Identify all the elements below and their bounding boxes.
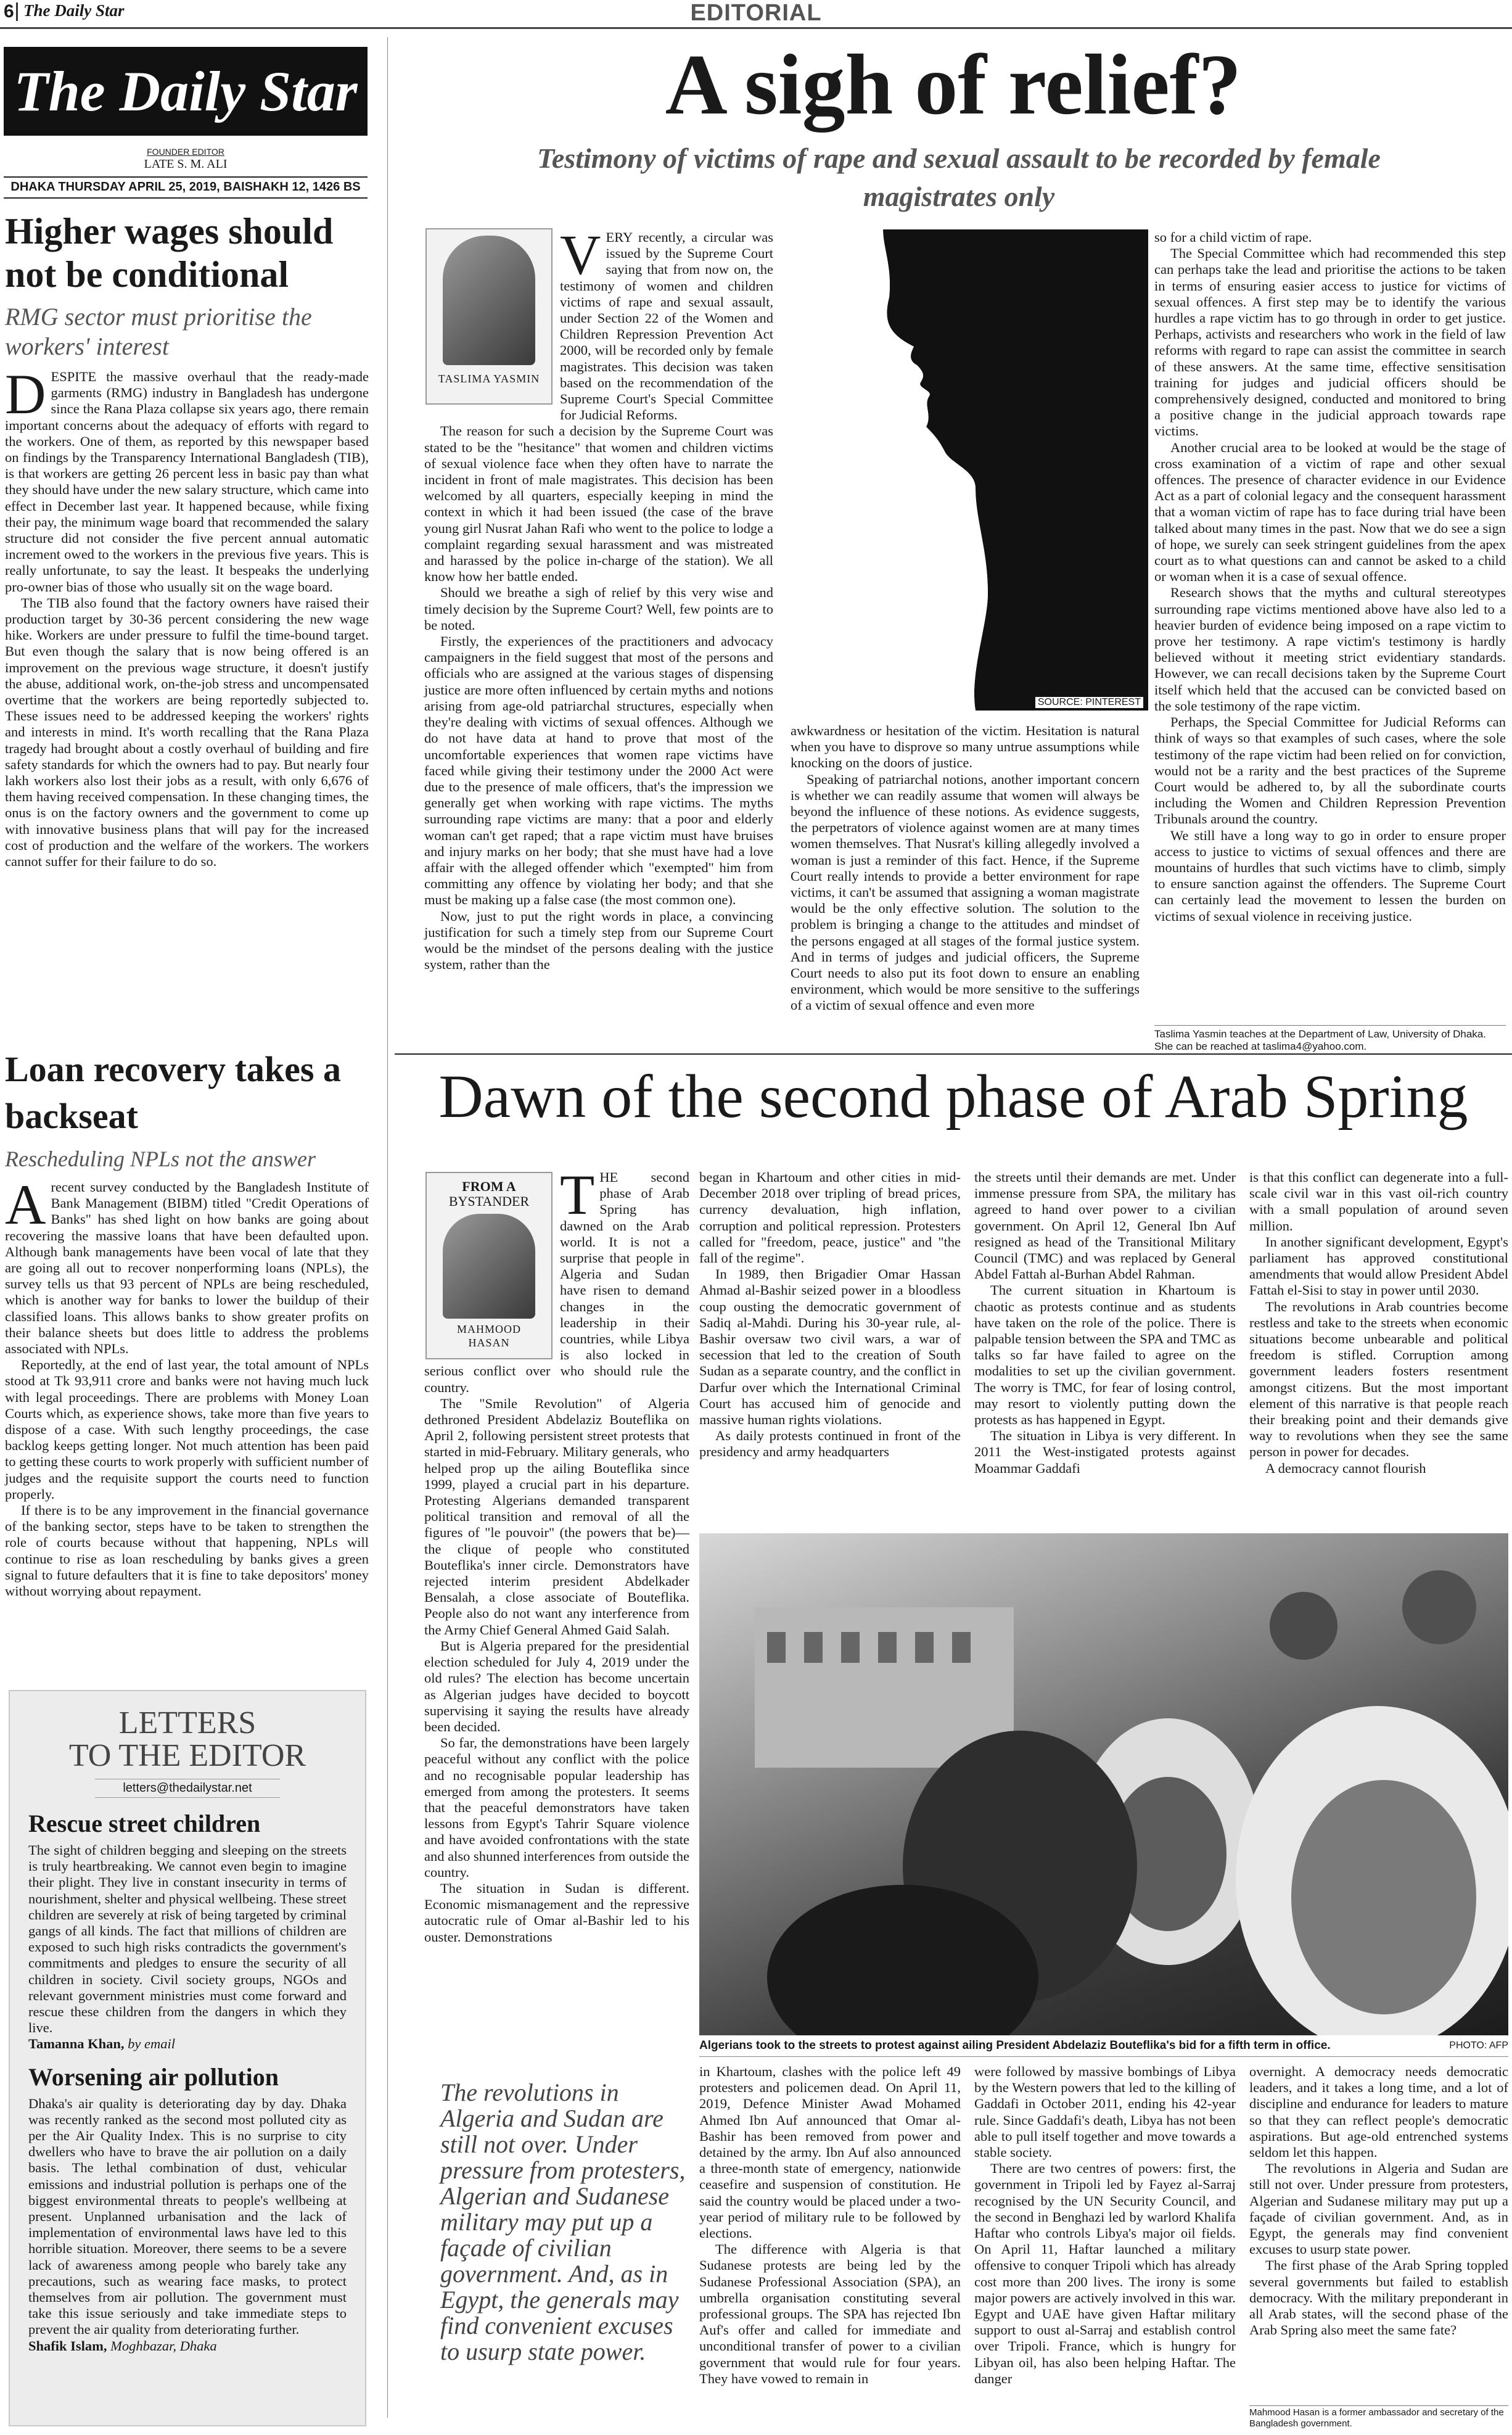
paragraph: ESPITE the massive overhaul that the ready-made garments (RMG) industry in Bangladesh has undergone since the Rana Plaza collapse six years ago, there remain important concerns about the adequacy of efforts with regard to the workers. One of them, as reported by this newspaper based on findings by the Transparency International Bangladesh (TIB), is that workers are getting 26 percent less in basic pay than what they should have under the new salary structure, which came into effect in December last year. It happened because, while fixing their pay, the minimum wage board that recommended the salary structure did not consider the five percent annual automatic increment owed to the workers in the previous five years. This is really unfortunate, to say the least. It bespeaks the underlying pro-owner bias of those who usually sit on the wage board. — [5, 369, 369, 595]
article-column — [791, 723, 1140, 1014]
paragraph: The difference with Algeria is that Sudanese protests are being led by the Sudanese Professional Association (SPA), an umbrella organisation constituting several professional groups. The SPA has rejected Ibn Auf's offer and called for immediate and unconditional transfer of power to a civilian government that would rule for four years. They have vowed to remain in — [699, 2241, 961, 2386]
paragraph: The situation in Libya is very different. In 2011 the West-instigated protests against Moammar Gaddafi — [974, 1428, 1236, 1476]
paragraph: so for a child victim of rape. — [1154, 229, 1312, 245]
paragraph: The first phase of the Arab Spring toppled several governments but failed to establish democracy. With the military preponderant in all Arab states, will the second phase of the Arab Spring also meet the same fate? — [1249, 2257, 1508, 2338]
article-column — [699, 2064, 961, 2387]
editorial-title: Higher wages should not be conditional — [5, 211, 334, 295]
masthead-logo-box — [4, 47, 368, 136]
silhouette-illustration — [791, 229, 1148, 711]
author-bio: Mahmood Hasan is a former ambassador and secretary of the Bangladesh government. — [1249, 2405, 1508, 2429]
photo-credit: PHOTO: AFP — [1449, 2040, 1508, 2051]
paragraph: We still have a long way to go in order to ensure proper access to justice to victims of sexual offences and there are mountains of hurdles that such victims have to climb, simply to ensure sanction against the offenders. The Supreme Court can certainly lead the movement to lessen the burden on victims of sexual violence in receiving justice. — [1154, 827, 1506, 924]
photo-caption: Algerians took to the streets to protest against ailing President Abdelaziz Bouteflika's bid for a fifth term in office. — [699, 2039, 1331, 2052]
caption-rule — [699, 2056, 1508, 2057]
article-subtitle: Testimony of victims of rape and sexual assault to be recorded by female magistrates only — [537, 142, 1381, 212]
paragraph: Perhaps, the Special Committee for Judicial Reforms can think of ways so that examples of such cases, where the sole testimony of the rape victim had been relied on for conviction, would not be a rarity and the best practices of the Supreme Court would be adhered to, by all the subordinate courts including the Women and Children Repression Prevention Tribunals around the country. — [1154, 714, 1506, 827]
paragraph: Research shows that the myths and cultural stereotypes surrounding rape victims mentioned above have also led to a heavier burden of evidence being imposed on a rape victim to prove her testimony. A rape victim's testimony is hardly believed without it meeting strict evidentiary standards. However, we can recall decisions taken by the Supreme Court itself which held that the accused can be convicted based on the sole testimony of the rape victim. — [1154, 585, 1506, 714]
founder-label: FOUNDER EDITOR — [147, 147, 224, 157]
protest-photo — [699, 1533, 1508, 2035]
author-bio: Taslima Yasmin teaches at the Department of Law, University of Dhaka. She can be reached at taslima4@yahoo.com. — [1154, 1025, 1506, 1053]
letters-box — [9, 1690, 366, 2426]
editorial-subtitle: Rescheduling NPLs not the answer — [5, 1147, 316, 1171]
paragraph: HE second phase of Arab Spring has dawned on the Arab world. It is not a surprise that people in Algeria and Sudan have risen to demand changes in the leadership in their countries, while Libya is also locked in serious conflict over who should rule the country. — [424, 1169, 689, 1395]
letter-title: Worsening air pollution — [28, 2062, 279, 2091]
column-rule — [387, 37, 388, 2418]
author-box-spacer — [424, 229, 560, 408]
letter-title: Rescue street children — [28, 1810, 261, 1837]
column-label: BYSTANDER — [448, 1193, 530, 1209]
small-logo: The Daily Star — [23, 1, 125, 20]
paragraph: Now, just to put the right words in place, a convincing justification for such a timely step from our Supreme Court would be the mindset of the persons dealing with the justice system, rather than the — [424, 908, 773, 973]
letters-header: TO THE EDITOR — [68, 1738, 306, 1773]
dateline-rule-top — [4, 176, 368, 178]
image-source: SOURCE: PINTEREST — [1035, 697, 1143, 708]
article-column — [974, 1169, 1236, 1477]
paragraph: in Khartoum, clashes with the police left 49 protesters and policemen dead. On April 11, 2019, Defence Minister Awad Mohamed Ahmed Ibn Auf announced that Omar al-Bashir has been removed from power and detained by the army. Ibn Auf also announced a three-month state of emergency, nationwide ceasefire and suspension of constitution. He said the country would be placed under a two-year period of military rule to be followed by elections. — [699, 2064, 961, 2241]
paragraph: The reason for such a decision by the Supreme Court was stated to be the "hesitance" that women and children victims of sexual violence face when they often have to narrate the incident in front of male magistrates. This decision has been welcomed by all quarters, especially keeping in mind the context in which it had been issued (the case of the brave young girl Nusrat Jahan Rafi who went to the police to lodge a complaint regarding sexual harassment and was mistreated and harassed by the police in-charge of the station). We all know how her battle ended. — [424, 423, 773, 585]
section-rule — [395, 1053, 1512, 1055]
author-name: HASAN — [468, 1337, 510, 1349]
article-column — [424, 223, 773, 973]
dropcap: D — [5, 363, 46, 426]
paragraph: In 1989, then Brigadier Omar Hassan Ahmad al-Bashir seized power in a bloodless coup ousting the democratic government of Sadiq al-Mahdi. During his 30-year rule, al-Bashir oversaw two civil wars, a war of secession that led to the creation of South Sudan as a separate country, and the conflict in Darfur over which the International Criminal Court has accused him of genocide and massive human rights violations. — [699, 1266, 961, 1428]
article-column — [1154, 229, 1506, 925]
paragraph: recent survey conducted by the Bangladesh Institute of Bank Management (BIBM) titled "Credit Operations of Banks" has shed light on how banks are going about recovering the massive loans that have been defaulted upon. Although bank managements have been vocal of late that they are going all out to recover nonperforming loans (NPLs), the survey tells us that 93 percent of NPLs are being rescheduled, which is another way for banks to lower the buildup of their classified loans. This allows banks to show greater profits on their balance sheets but does little to address the problems associated with NPLs. — [5, 1179, 369, 1357]
article-column — [424, 1163, 689, 1945]
dropcap: T — [560, 1163, 595, 1226]
article-column — [699, 1169, 961, 1461]
masthead-logo: The Daily Star — [14, 60, 358, 123]
letters-email[interactable]: letters@thedailystar.net — [95, 1779, 280, 1798]
dateline-rule-bottom — [4, 197, 368, 199]
paragraph: awkwardness or hesitation of the victim. Hesitation is natural when you have to disprove so many untrue assumptions while knocking on the doors of justice. — [791, 723, 1140, 771]
paragraph: Should we breathe a sigh of relief by this very wise and timely decision by the Supreme Court? Well, few points are to be noted. — [424, 585, 773, 633]
author-name: MAHMOOD — [456, 1323, 521, 1335]
letter-via: Moghbazar, Dhaka — [110, 2338, 217, 2354]
paragraph: The revolutions in Arab countries become restless and take to the streets when economic situations become unbearable and political freedom is stifled. Corruption among government leaders fosters resentment amongst citizens. But the most important element of this narrative is that people reach their breaking point and their demands give way to revolutions when they see the same person in power for decades. — [1249, 1298, 1508, 1460]
article-column — [974, 2064, 1236, 2387]
article-column — [1249, 1169, 1508, 1477]
editorial-title: Loan recovery takes a backseat — [5, 1049, 341, 1136]
editorial-subtitle: RMG sector must prioritise the workers' interest — [5, 303, 312, 360]
dropcap: V — [560, 223, 601, 286]
paragraph: The revolutions in Algeria and Sudan are still not over. Under pressure from protesters, Algerian and Sudanese military may put up a façade of civilian government. And, as in Egypt, the generals may find convenient excuses to usurp state power. — [1249, 2161, 1508, 2257]
section-label: EDITORIAL — [690, 0, 822, 26]
paragraph: If there is to be any improvement in the financial governance of the banking sector, steps have to be taken to strengthen the role of courts because without that happening, NPLs will continue to rise as loan rescheduling by banks gives a green signal to future defaulters that it is fine to take depositors' money without worrying about repayment. — [5, 1502, 369, 1599]
paragraph: the streets until their demands are met. Under immense pressure from SPA, the military has agreed to hand over power to a civilian government. On April 12, General Ibn Auf resigned as head of the Transitional Military Council (TMC) and was replaced by General Abdel Fattah al-Burhan Abdel Rahman. — [974, 1169, 1236, 1282]
paragraph: began in Khartoum and other cities in mid-December 2018 over tripling of bread prices, currency devaluation, high inflation, corruption and political repression. Protesters called for "freedom, peace, justice" and "the fall of the regime". — [699, 1169, 961, 1266]
top-rule — [0, 27, 1512, 29]
editorial-wages — [5, 210, 369, 870]
paragraph: were followed by massive bombings of Libya by the Western powers that led to the killing of Gaddafi in October 2011, ending his 42-year rule. Since Gaddafi's death, Libya has not been able to pull itself together and move towards a stable society. — [974, 2064, 1236, 2161]
photo-illustration — [699, 1533, 1508, 2035]
column-label: FROM A — [462, 1179, 516, 1194]
paragraph: The TIB also found that the factory owners have raised their production target by 30-36 percent considering the new wage hike. Workers are under pressure to fulfil the time-bound target. But even though the salary that is now being offered is an improvement on the previous wage structure, it doesn't justify the abuse, additional work, on-the-job stress and uncompensated overtime that the workers are being reportedly subjected to. These issues need to be addressed keeping the workers' rights and interests in mind. It's worth recalling that the Rana Plaza tragedy had brought about a costly overhaul of building and fire safety standards for which the owners had to pay. But nearly four lakh workers also lost their jobs as a result, with only 6,676 of them having received compensation. In these changing times, the onus is on the factory owners and the government to come up with innovative business plans that will pay for the increased cost of production and the welfare of the workers. The workers cannot suffer for their failure to do so. — [5, 595, 369, 870]
paragraph: A democracy cannot flourish — [1265, 1460, 1426, 1476]
paragraph: So far, the demonstrations have been largely peaceful without any conflict with the police and no recognisable popular leadership has emerged from among the protesters. It seems that the peaceful demonstrators have taken lessons from Egypt's Tahrir Square violence and have avoided confrontations with the state and also shunned interferences from outside the country. — [424, 1735, 689, 1880]
paragraph: Speaking of patriarchal notions, another important concern is whether we can readily assume that women will always be beyond the influence of these notions. As evidence suggests, the perpetrators of violence against women are at many times women themselves. That Nusrat's killing allegedly involved a woman is just a reminder of this fact. Hence, if the Supreme Court really intends to provide a better environment for rape victims, it can't be assumed that assigning a woman magistrate would be the only effective solution. The solution to the problem is bringing a change to the attitudes and mindset of the persons engaged at all stages of the formal justice system. And in terms of judges and judicial officers, the Supreme Court needs to also put its foot down to ensure an enabling environment, which would be more sensitive to the sufferings of a victim of sexual offence and even more — [791, 771, 1140, 1013]
paragraph: Reportedly, at the end of last year, the total amount of NPLs stood at Tk 93,911 crore and banks were not having much luck with legal proceedings. There are problems with Money Loan Courts which, as experience shows, take more than five years to dispose of a case. With such lengthy proceedings, the case backlog keeps getting longer. Not much attention has been paid to getting these courts to work properly with sufficient number of judges and the requisite support the courts need to function properly. — [5, 1357, 369, 1502]
dateline: DHAKA THURSDAY APRIL 25, 2019, BAISHAKH 12, 1426 BS — [10, 180, 361, 194]
editorial-body — [5, 363, 369, 870]
founder-name: LATE S. M. ALI — [144, 157, 228, 171]
pull-quote: The revolutions in Algeria and Sudan are still not over. Under pressure from protesters, Algerian and Sudanese military may put up a façade of civilian government. And, as in Egypt, the generals may find convenient excuses to usurp state power. — [440, 2079, 686, 2365]
paragraph: The Special Committee which had recommended this step can perhaps take the lead and prioritise the actions to be taken in terms of ensuring easier access to justice for victims of sexual offences. A first step may be to identify the various hurdles a rape victim has to go through in order to get justice. Perhaps, activists and researchers who work in the field of law reforms with regard to rape can assist the committee in search of these answers. At the same time, effective sensitisation training for judges and judicial officers should be comprehensively designed, conducted and monitored to bring a positive change in the judicial approach towards rape victims. — [1154, 245, 1506, 439]
paragraph: As daily protests continued in front of the presidency and army headquarters — [699, 1428, 961, 1460]
paragraph: Firstly, the experiences of the practitioners and advocacy campaigners in the field suggest that most of the persons and officials who are assigned at the various stages of dispensing justice are more often influenced by certain myths and notions arising from age-old patriarchal structures, especially when they're dealing with victims of sexual offences. Although we do not have data at hand to prove that most of the uncomfortable experiences that women rape victims have faced while giving their testimony under the 2000 Act were due to the presence of male officers, that's the impression we generally get when working with rape victims. The myths surrounding rape victims are many: that a poor and elderly woman can't get raped; that a rape victim must have bruises and injury marks on her body; that she must have had a love affair with the alleged offender which "exempted" him from committing any offence by violating her body; and that she must be making up a false case (the most common one). — [424, 633, 773, 908]
editorial-loans — [5, 1046, 369, 1599]
paragraph: overnight. A democracy needs democratic leaders, and it takes a long time, and a lot of discipline and endurance for leaders to mature so that they can reflect people's democratic aspirations. But age-old entrenched systems seldom let this happen. — [1249, 2064, 1508, 2161]
letter-author: Shafik Islam, — [28, 2338, 107, 2354]
letter-via: by email — [128, 2036, 175, 2052]
paragraph: There are two centres of powers: first, the government in Tripoli led by Fayez al-Sarraj recognised by the UN Security Council, and the second in Benghazi led by warlord Khalifa Haftar who controls Libya's major oil fields. On April 11, Haftar launched a military offensive to conquer Tripoli which has already cost more than 200 lives. The irony is some major powers are actively involved in this war. Egypt and UAE have given Haftar military support to oust al-Sarraj and establish control over Tripoli. France, which is hungry for Libyan oil, has also been helping Haftar. The danger — [974, 2161, 1236, 2386]
paragraph: The "Smile Revolution" of Algeria dethroned President Abdelaziz Bouteflika on April 2, following persistent street protests that started in mid-February. Military generals, who helped prop up the ailing Bouteflika since 1999, played a crucial part in his departure. Protesting Algerians demanded transparent political transition and removal of all the figures of "le pouvoir" (the powers that be)—the clique of people who constituted Bouteflika's inner circle. Demonstrators have rejected interim president Abdelkader Bensalah, a close associate of Bouteflika. People also do not want any interference from the Army Chief General Ahmed Gaid Salah. — [424, 1395, 689, 1638]
paragraph: ERY recently, a circular was issued by the Supreme Court saying that from now on, the testimony of women and children victims of rape and sexual assault, under Section 22 of the Women and Children Repression Prevention Act 2000, will be recorded only by female magistrates. This decision was taken based on the recommendation of the Supreme Court's Special Committee for Judicial Reforms. — [560, 229, 773, 423]
article-title: A sigh of relief? — [665, 37, 1242, 133]
paragraph: The current situation in Khartoum is chaotic as protests continue and as students have taken on the role of the police. There is palpable tension between the SPA and TMC as talks so far have failed to agree on the modalities to set up the civilian government. The worry is TMC, for fear of losing control, may resort to violently putting down the protests as has happened in Egypt. — [974, 1282, 1236, 1428]
author-box-spacer — [424, 1169, 560, 1354]
paragraph: is that this conflict can degenerate into a full-scale civil war in this vast oil-rich country with a small population of around seven million. — [1249, 1169, 1508, 1234]
paragraph: Another crucial area to be looked at would be the stage of cross examination of a victim of rape and other sexual offences. The presence of character evidence in our Evidence Act as a part of colonial legacy and the consequent harassment that a woman victim of rape has to face during trial have been talked about many times in the past. Now that we do see a sign of hope, we surely can seek stringent guidelines from the apex court as to what questions can and cannot be asked to a child or woman when it is a case of sexual offence. — [1154, 439, 1506, 585]
letter-author: Tamanna Khan, — [28, 2036, 125, 2052]
page-number: 6 — [4, 1, 14, 22]
article-column — [1249, 2064, 1508, 2338]
article-title: Dawn of the second phase of Arab Spring — [438, 1062, 1468, 1131]
editorial-body — [5, 1173, 369, 1599]
paragraph: The situation in Sudan is different. Economic mismanagement and the repressive autocratic rule of Omar al-Bashir led to his ouster. Demonstrations — [424, 1880, 689, 1945]
dropcap: A — [5, 1173, 46, 1236]
letter-body: Dhaka's air quality is deteriorating day by day. Dhaka was recently ranked as the second most polluted city as per the Air Quality Index. This is no surprise to city dwellers who have to brave the air pollution on a daily basis. The lethal combination of dust, vehicular emissions and industrial pollution is perhaps one of the biggest environmental threats to people's wellbeing at present. Unplanned urbanisation and the lack of implementation of environmental laws have led to this horrible situation. Moreover, there seems to be a severe lack of awareness among people who barely take any precautions, such as wearing face masks, to protect themselves from air pollution. The government must take this issue seriously and take immediate steps to prevent the air quality from deteriorating further. — [28, 2095, 347, 2338]
author-name: TASLIMA YASMIN — [438, 373, 540, 385]
letter-body: The sight of children begging and sleeping on the streets is truly heartbreaking. We cannot even begin to imagine their plight. They live in constant insecurity in terms of nourishment, shelter and physical wellbeing. These street children are severely at risk of being targeted by criminal gangs of all kinds. The fact that millions of children are exposed to such high risks contradicts the government's commitments and pledges to ensure the security of all children in society. Civil society groups, NGOs and relevant government ministries must come forward and rescue these children from the dangers in which they live. — [28, 1842, 347, 2036]
letters-header: LETTERS — [118, 1705, 257, 1741]
woman-silhouette-icon — [791, 229, 1148, 711]
paragraph: But is Algeria prepared for the presidential election scheduled for July 4, 2019 under the old rules? The election has become uncertain as Algerian judges have decided to boycott supervising it saying the results have already been decided. — [424, 1638, 689, 1734]
paragraph: In another significant development, Egypt's parliament has approved constitutional amendments that would allow President Abdel Fattah el-Sisi to stay in power until 2030. — [1249, 1234, 1508, 1298]
